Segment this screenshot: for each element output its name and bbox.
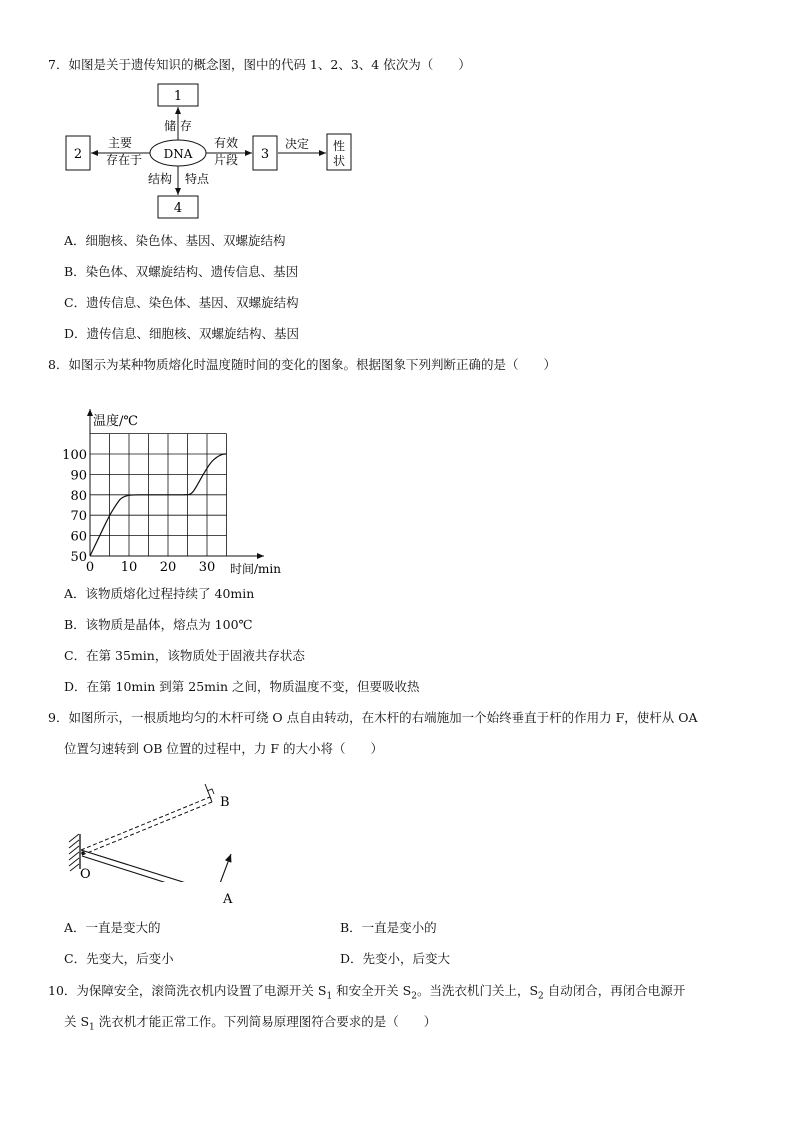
- force-at-a: [216, 854, 231, 882]
- lever-oa-bottom: [82, 856, 217, 882]
- trait-label-1: 性: [332, 139, 346, 153]
- lever-ob-top: [81, 797, 210, 850]
- series-temperature-line: [90, 454, 227, 556]
- lever-ob-bottom: [82, 802, 212, 855]
- label-o: O: [80, 867, 91, 882]
- box-2-label: 2: [73, 147, 83, 162]
- melting-chart: [60, 405, 300, 580]
- y-tick-label: 60: [70, 529, 87, 545]
- label-effective-2: 片段: [213, 153, 239, 167]
- y-tick-labels: [62, 448, 87, 565]
- q7-option-a: A．细胞核、染色体、基因、双螺旋结构: [64, 233, 286, 248]
- label-feature: 特点: [184, 172, 210, 186]
- x-axis-label: 时间/min: [230, 562, 281, 576]
- q8-option-a: A．该物质熔化过程持续了 40min: [64, 586, 255, 601]
- label-main-1: 主要: [107, 136, 133, 150]
- dna-label: DNA: [163, 147, 193, 161]
- trait-label-2: 状: [332, 154, 346, 168]
- x-tick-label: 30: [198, 560, 216, 575]
- pivot-o: [81, 851, 85, 855]
- q9-stem-line-2: 位置匀速转到 OB 位置的过程中，力 F 的大小将（ ）: [64, 741, 384, 756]
- label-effective-1: 有效: [213, 136, 239, 150]
- q10-stem-line-2: 关 $S_1$ 洗衣机才能正常工作。下列简易原理图符合要求的是（ ）: [64, 1014, 437, 1033]
- box-3-label: 3: [260, 147, 270, 162]
- q7-option-d: D．遗传信息、细胞核、双螺旋结构、基因: [64, 326, 300, 341]
- q7-concept-diagram: [60, 78, 360, 224]
- lever-figure-lower: [60, 882, 260, 912]
- q8-stem: 8．如图示为某种物质熔化时温度随时间的变化的图象。根据图象下列判断正确的是（ ）: [48, 357, 556, 372]
- x-tick-labels: [86, 560, 215, 575]
- label-b: B: [220, 795, 230, 810]
- q9-option-a: A．一直是变大的: [64, 920, 161, 935]
- force-at-b: [205, 784, 211, 799]
- q8-option-b: B．该物质是晶体，熔点为 100℃: [64, 617, 253, 632]
- box-1-label: 1: [173, 89, 183, 104]
- lever-figure: [60, 782, 260, 882]
- q7-option-c: C．遗传信息、染色体、基因、双螺旋结构: [64, 295, 299, 310]
- y-tick-label: 90: [70, 468, 87, 484]
- x-tick-label: 0: [85, 560, 95, 575]
- y-tick-label: 70: [70, 509, 87, 525]
- q9-option-c: C．先变大，后变小: [64, 951, 174, 966]
- q10-stem-line-1: 10．为保障安全，滚筒洗衣机内设置了电源开关 $S_1$ 和安全开关 $S_2$。当洗衣机门关上，$S_2$ 自动闭合，再闭合电源开: [48, 983, 686, 1002]
- y-tick-label: 50: [70, 550, 87, 565]
- wall-hatching: [69, 834, 79, 871]
- box-4-label: 4: [173, 201, 183, 216]
- label-structure: 结构: [147, 172, 173, 186]
- label-decide: 决定: [284, 137, 310, 151]
- label-main-2: 存在于: [105, 153, 143, 167]
- y-axis-label: 温度/℃: [93, 414, 138, 429]
- x-tick-label: 10: [120, 560, 138, 575]
- label-a: A: [223, 892, 233, 907]
- q8-option-d: D．在第 10min 到第 25min 之间，物质温度不变，但要吸收热: [64, 679, 420, 694]
- q7-stem: 7．如图是关于遗传知识的概念图，图中的代码 1、2、3、4 依次为（ ）: [48, 57, 471, 72]
- label-store: 储 存: [164, 119, 192, 133]
- y-tick-label: 80: [70, 488, 87, 504]
- q9-option-b: B．一直是变小的: [340, 920, 437, 935]
- q8-option-c: C．在第 35min，该物质处于固液共存状态: [64, 648, 305, 663]
- q9-stem-line-1: 9．如图所示，一根质地均匀的木杆可绕 O 点自由转动，在木杆的右端施加一个始终垂直于杆的作用力 F，使杆从 OA: [48, 710, 698, 725]
- x-tick-label: 20: [159, 560, 177, 575]
- y-tick-label: 100: [62, 448, 87, 463]
- q7-option-b: B．染色体、双螺旋结构、遗传信息、基因: [64, 264, 299, 279]
- q9-option-d: D．先变小，后变大: [340, 951, 451, 966]
